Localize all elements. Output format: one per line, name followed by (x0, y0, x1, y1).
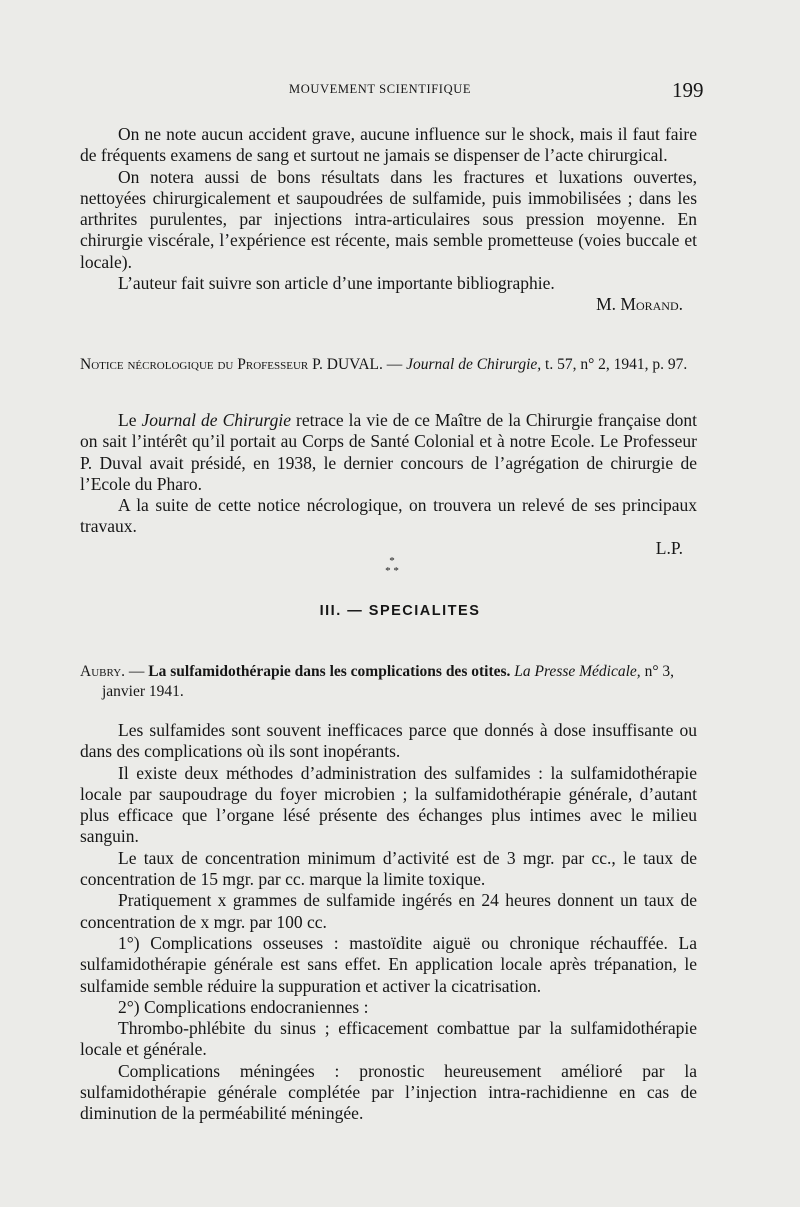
reference-title: La sulfamidothérapie dans les complications des otites. (148, 663, 511, 680)
paragraph: Le taux de concentration minimum d’activité est de 3 mgr. par cc., le taux de concentration de 15 mgr. par cc. marque la limite toxique. (80, 847, 697, 890)
reference-dash: — (382, 356, 407, 373)
paragraph: L’auteur fait suivre son article d’une importante bibliographie. (118, 273, 555, 294)
page-header (0, 78, 800, 102)
separator-stars-top: * (389, 555, 395, 567)
reference-dash: — (125, 663, 149, 680)
text-fragment: Le (118, 410, 142, 430)
paragraph: 1°) Complications osseuses : mastoïdite aiguë ou chronique réchauffée. La sulfamidothérapie générale est sans effet. En application locale après trépanation, le sulfamide semble réduire la suppuration et activer la cicatrisation. (80, 932, 697, 996)
reference-journal: La Presse Médicale, (514, 663, 641, 680)
author-signature: L.P. (655, 537, 683, 558)
paragraph: Les sulfamides sont souvent inefficaces parce que donnés à dose insuffisante ou dans des complications où ils sont inopérants. (80, 720, 697, 762)
obituary-review (80, 410, 697, 559)
text-fragment: retrace la vie de ce Maître de la Chirurgie française dont on sait l’intérêt qu’il portait au Corps de Santé Colonial et à notre Ecole. Le Professeur P. Duval avait présidé, en 1938, le dernier concours de l’agrégation de chirurgie de l’Ecole du Pharo. (80, 410, 697, 494)
article-body (80, 720, 697, 1125)
reference-details: n° 3, janvier 1941. (102, 663, 675, 700)
paragraph: On notera aussi de bons résultats dans les fractures et luxations ouvertes, nettoyées chirurgicalement et saupoudrées de sulfamide, puis immobilisées ; dans les arthrites purulentes, par injections intra-articulaires sous pression moyenne. En chirurgie viscérale, l’expérience est récente, mais semble prometteuse (voies buccale et locale). (80, 166, 697, 272)
paragraph: On ne note aucun accident grave, aucune influence sur le shock, mais il faut faire de fréquents examens de sang et surtout ne jamais se dispenser de l’acte chirurgical. (80, 124, 697, 166)
reference-author: Aubry. (80, 663, 126, 680)
obituary-reference (80, 355, 697, 375)
article-continuation (80, 124, 697, 316)
journal-name: Journal de Chirurgie (141, 410, 291, 430)
reference-citation (80, 355, 697, 375)
page-number: 199 (672, 78, 704, 102)
reference-citation (80, 662, 697, 702)
paragraph: Pratiquement x grammes de sulfamide ingérés en 24 heures donnent un taux de concentration de x mgr. par 100 cc. (80, 890, 697, 932)
article-reference (80, 662, 697, 702)
running-title: MOUVEMENT SCIENTIFIQUE (289, 82, 472, 96)
reference-details: t. 57, n° 2, 1941, p. 97. (541, 356, 688, 373)
reference-journal: Journal de Chirurgie, (406, 356, 542, 373)
section-separator (377, 556, 407, 576)
paragraph (80, 410, 697, 495)
section-heading: III. — SPECIALITES (319, 603, 481, 619)
paragraph: Thrombo-phlébite du sinus ; efficacement combattue par la sulfamidothérapie locale et générale. (80, 1018, 697, 1060)
separator-stars-bottom: * * (385, 565, 399, 577)
paragraph: Complications méningées : pronostic heureusement amélioré par la sulfamidothérapie générale complétée par l’injection intra-rachidienne en cas de diminution de la perméabilité méningée. (80, 1060, 697, 1124)
paragraph: Il existe deux méthodes d’administration des sulfamides : la sulfamidothérapie locale par saupoudrage du foyer microbien ; la sulfamidothérapie générale, d’autant plus efficace que l’organe lésé présente des échanges plus intimes avec le milieu sanguin. (80, 762, 697, 847)
paragraph: A la suite de cette notice nécrologique, on trouvera un relevé de ses principaux travaux. (80, 495, 697, 537)
author-signature: M. Morand. (596, 294, 683, 315)
reference-title: Notice nécrologique du Professeur P. DUVAL. (80, 356, 383, 373)
paragraph: 2°) Complications endocraniennes : (118, 996, 369, 1017)
